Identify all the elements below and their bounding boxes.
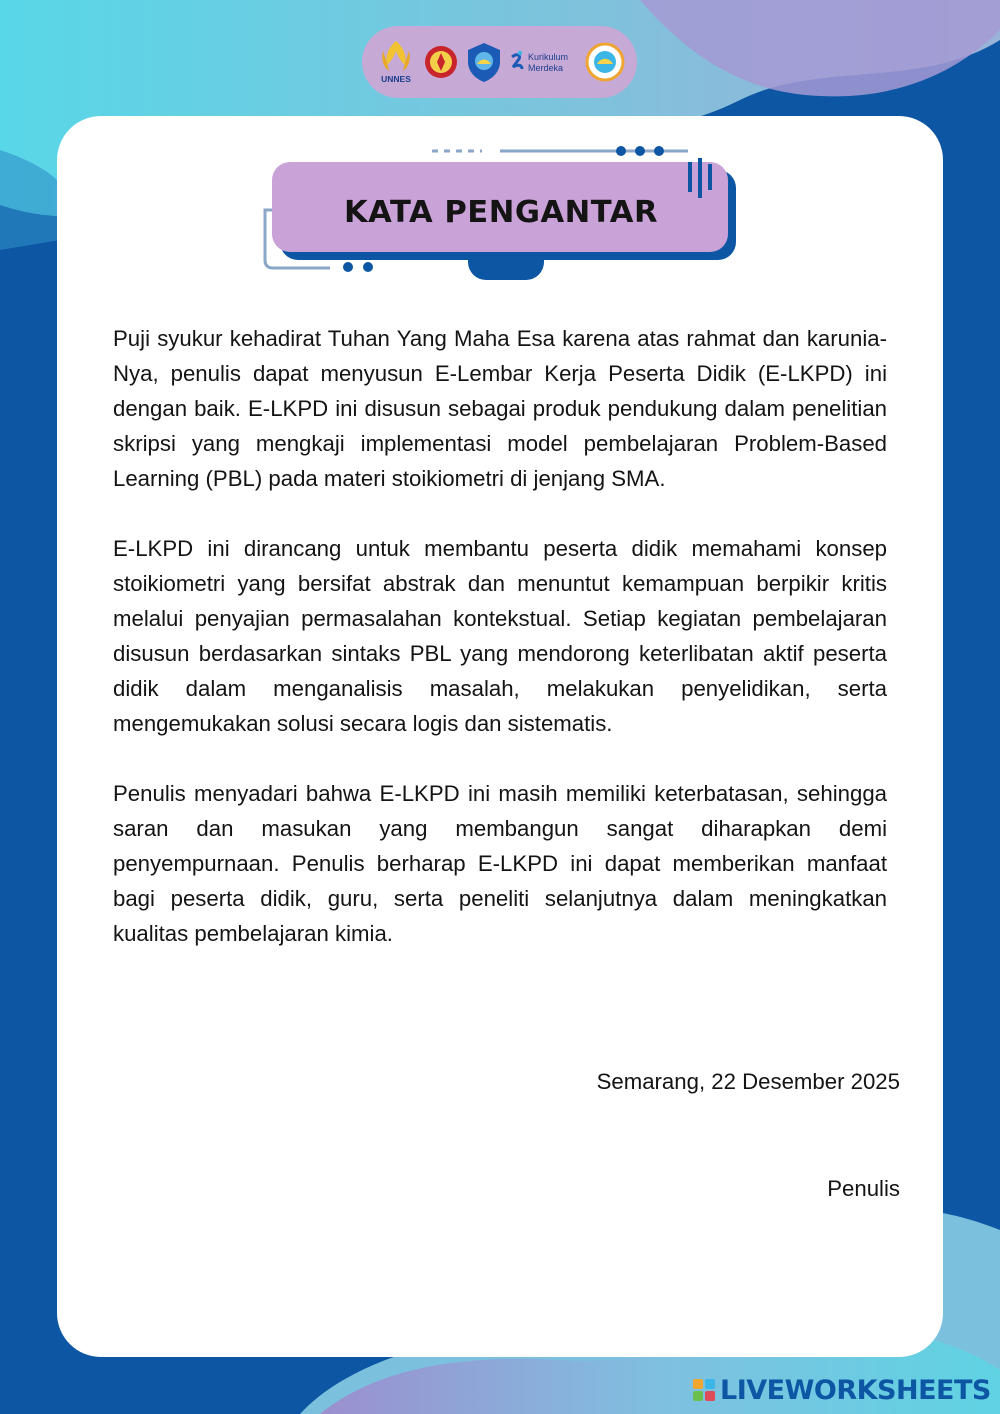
place-date: Semarang, 22 Desember 2025: [596, 1069, 900, 1094]
unnes-logo: [375, 37, 417, 87]
deco-dot: [363, 262, 373, 272]
deco-dot: [343, 262, 353, 272]
tut-wuri-logo: [465, 40, 503, 84]
signature: Penulis: [827, 1176, 900, 1201]
kurikulum-label: Kurikulum: [527, 52, 568, 62]
liveworksheets-icon: [692, 1377, 716, 1403]
crest-red-logo: [423, 40, 459, 84]
paragraph: E-LKPD ini dirancang untuk membantu peserta didik memahami konsep stoikiometri yang bersifat abstrak dan menuntut kemampuan berpikir kritis melalui penyajian permasalahan kontekstual. Setiap kegiatan pembelajaran disusun berdasarkan sintaks PBL yang mendorong keterlibatan aktif peserta didik dalam menganalisis masalah, melakukan penyelidikan, serta mengemukakan solusi secara logis dan sistematis.: [113, 536, 887, 736]
foreword-body: [113, 321, 887, 986]
paragraph: Penulis menyadari bahwa E-LKPD ini masih memiliki keterbatasan, sehingga saran dan masukan yang membangun sangat diharapkan demi penyempurnaan. Penulis berharap E-LKPD ini dapat memberikan manfaat bagi peserta didik, guru, serta peneliti selanjutnya dalam meningkatkan kualitas pembelajaran kimia.: [113, 781, 887, 946]
deco-dot: [616, 146, 626, 156]
liveworksheets-label: LIVEWORKSHEETS: [720, 1374, 991, 1406]
paragraph: Puji syukur kehadirat Tuhan Yang Maha Esa karena atas rahmat dan karunia-Nya, penulis dapat menyusun E-Lembar Kerja Peserta Didik (E-LKPD) ini dengan baik. E-LKPD ini disusun sebagai produk pendukung dalam penelitian skripsi yang mengkaji implementasi model pembelajaran Problem-Based Learning (PBL) pada materi stoikiometri di jenjang SMA.: [113, 326, 887, 491]
deco-dot: [635, 146, 645, 156]
badge-logo: [585, 42, 625, 82]
page-title: KATA PENGANTAR: [343, 195, 659, 230]
unnes-label: UNNES: [380, 74, 411, 84]
deco-dot: [654, 146, 664, 156]
liveworksheets-watermark: [692, 1370, 991, 1410]
logo-bar: [362, 26, 637, 98]
merdeka-label: Merdeka: [527, 63, 563, 73]
kurikulum-merdeka-logo: [509, 47, 579, 77]
